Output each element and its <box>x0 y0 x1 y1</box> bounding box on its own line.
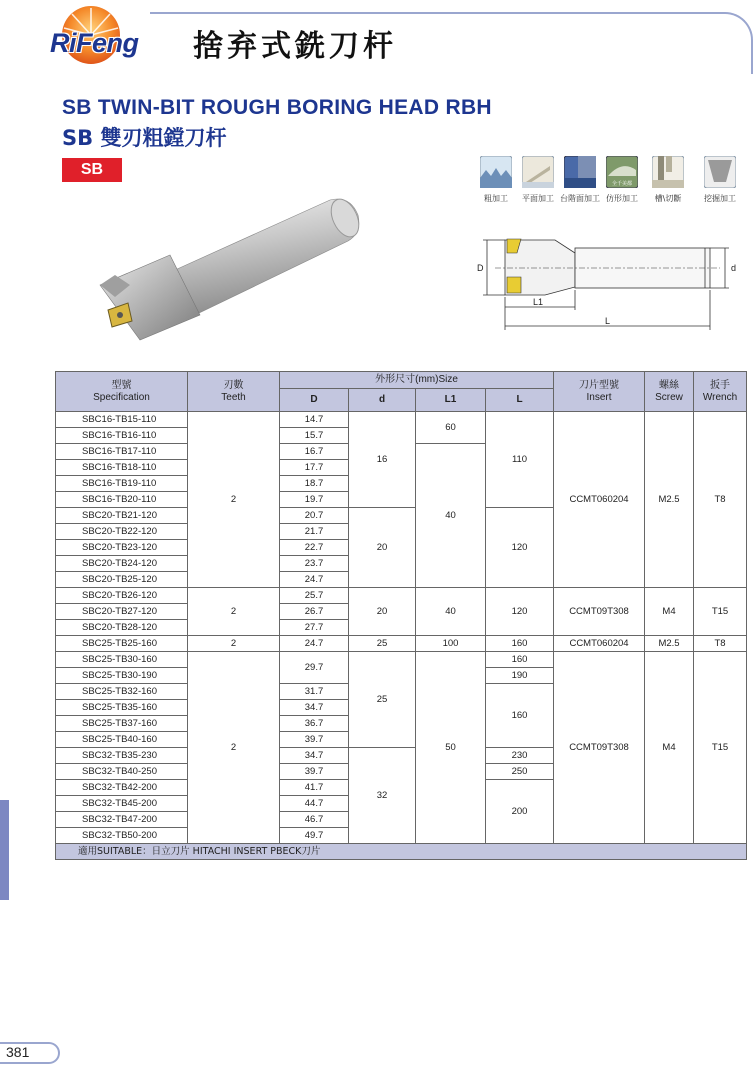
D-cell: 39.7 <box>280 764 349 780</box>
header-spec-en: Specification <box>93 391 150 403</box>
L-cell: 120 <box>486 508 554 588</box>
op-label-profiling: 仿形加工 <box>606 194 638 203</box>
D-cell: 18.7 <box>280 476 349 492</box>
wrench-cell: T8 <box>694 636 747 652</box>
D-cell: 21.7 <box>280 524 349 540</box>
spec-cell: SBC32-TB45-200 <box>56 796 188 812</box>
header-screw-cn: 螺絲 <box>659 379 680 391</box>
spec-cell: SBC25-TB25-160 <box>56 636 188 652</box>
D-cell: 20.7 <box>280 508 349 524</box>
L1-cell: 60 <box>416 412 486 444</box>
L1-cell: 40 <box>416 588 486 636</box>
D-cell: 36.7 <box>280 716 349 732</box>
D-cell: 44.7 <box>280 796 349 812</box>
table-header-row <box>56 372 747 389</box>
spec-cell: SBC32-TB47-200 <box>56 812 188 828</box>
d-cell: 20 <box>349 508 416 588</box>
spec-cell: SBC20-TB28-120 <box>56 620 188 636</box>
L1-cell: 100 <box>416 636 486 652</box>
spec-cell: SBC20-TB25-120 <box>56 572 188 588</box>
header-wrench-cn: 扳手 <box>710 379 731 391</box>
drawing-label-d: d <box>731 263 737 273</box>
insert-cell: CCMT09T308 <box>554 588 645 636</box>
header-screw-en: Screw <box>655 391 683 403</box>
spec-cell: SBC32-TB40-250 <box>56 764 188 780</box>
header-L1: L1 <box>416 389 486 412</box>
header-L: L <box>486 389 554 412</box>
table-row <box>56 588 747 604</box>
header-screw <box>645 372 694 412</box>
product-title-en: SB TWIN-BIT ROUGH BORING HEAD RBH <box>62 96 492 119</box>
spec-cell: SBC25-TB32-160 <box>56 684 188 700</box>
L-cell: 160 <box>486 684 554 748</box>
table-row <box>56 652 747 668</box>
page-header-title: 捨弃式銑刀杆 <box>193 29 397 64</box>
spec-cell: SBC25-TB30-160 <box>56 652 188 668</box>
header-D: D <box>280 389 349 412</box>
L-cell: 230 <box>486 748 554 764</box>
spec-cell: SBC20-TB26-120 <box>56 588 188 604</box>
header-spec <box>56 372 188 412</box>
spec-cell: SBC16-TB16-110 <box>56 428 188 444</box>
drawing-label-L1: L1 <box>533 297 544 307</box>
series-badge: SB <box>62 158 122 182</box>
teeth-cell: 2 <box>188 636 280 652</box>
drawing-label-D: D <box>477 263 484 273</box>
D-cell: 27.7 <box>280 620 349 636</box>
D-cell: 46.7 <box>280 812 349 828</box>
D-cell: 34.7 <box>280 748 349 764</box>
profiling-icon <box>606 156 638 188</box>
L-cell: 200 <box>486 780 554 844</box>
drawing-label-L: L <box>605 316 611 326</box>
D-cell: 15.7 <box>280 428 349 444</box>
header-teeth-en: Teeth <box>221 391 246 403</box>
header-spec-cn: 型號 <box>111 379 132 391</box>
header-d: d <box>349 389 416 412</box>
spec-cell: SBC16-TB15-110 <box>56 412 188 428</box>
d-cell: 20 <box>349 588 416 636</box>
spec-cell: SBC20-TB21-120 <box>56 508 188 524</box>
D-cell: 16.7 <box>280 444 349 460</box>
spec-cell: SBC16-TB18-110 <box>56 460 188 476</box>
D-cell: 23.7 <box>280 556 349 572</box>
header-insert <box>554 372 645 412</box>
L-cell: 110 <box>486 412 554 508</box>
L1-cell: 40 <box>416 444 486 588</box>
spec-cell: SBC32-TB35-230 <box>56 748 188 764</box>
L-cell: 160 <box>486 652 554 668</box>
L-cell: 120 <box>486 588 554 636</box>
header-teeth-cn: 刃數 <box>223 379 244 391</box>
D-cell: 41.7 <box>280 780 349 796</box>
profiling-icon-caption: 全千美都 <box>611 181 633 187</box>
header-wrench <box>694 372 747 412</box>
header-insert-cn: 刀片型號 <box>579 379 620 391</box>
insert-cell: CCMT09T308 <box>554 652 645 844</box>
D-cell: 22.7 <box>280 540 349 556</box>
header-wrench-en: Wrench <box>702 391 738 403</box>
dimension-drawing <box>465 215 745 335</box>
D-cell: 49.7 <box>280 828 349 844</box>
spec-cell: SBC20-TB24-120 <box>56 556 188 572</box>
L-cell: 250 <box>486 764 554 780</box>
D-cell: 25.7 <box>280 588 349 604</box>
suitable-footnote: 適用SUITABLE：日立刀片 HITACHI INSERT PBECK刀片 <box>56 844 747 860</box>
side-section-tab <box>0 800 9 900</box>
insert-cell: CCMT060204 <box>554 412 645 588</box>
L1-cell: 50 <box>416 652 486 844</box>
D-cell: 29.7 <box>280 652 349 684</box>
d-cell: 32 <box>349 748 416 844</box>
D-cell: 14.7 <box>280 412 349 428</box>
table-row <box>56 412 747 428</box>
spec-cell: SBC16-TB20-110 <box>56 492 188 508</box>
pocketing-icon <box>704 156 736 188</box>
rough-machining-icon <box>480 156 512 188</box>
spec-cell: SBC20-TB22-120 <box>56 524 188 540</box>
spec-table <box>55 371 747 860</box>
tool-photo <box>80 175 370 350</box>
teeth-cell: 2 <box>188 588 280 636</box>
shoulder-machining-icon <box>564 156 596 188</box>
teeth-cell: 2 <box>188 412 280 588</box>
d-cell: 16 <box>349 412 416 508</box>
screw-cell: M4 <box>645 652 694 844</box>
brand-logo-text: RiFeng <box>50 28 139 58</box>
D-cell: 34.7 <box>280 700 349 716</box>
D-cell: 17.7 <box>280 460 349 476</box>
op-label-face: 平面加工 <box>522 194 554 203</box>
D-cell: 31.7 <box>280 684 349 700</box>
grooving-cutoff-icon <box>652 156 684 188</box>
table-row <box>56 636 747 652</box>
insert-cell: CCMT060204 <box>554 636 645 652</box>
teeth-cell: 2 <box>188 652 280 844</box>
D-cell: 39.7 <box>280 732 349 748</box>
screw-cell: M4 <box>645 588 694 636</box>
page-number: 381 <box>6 1044 30 1060</box>
spec-cell: SBC25-TB37-160 <box>56 716 188 732</box>
spec-cell: SBC20-TB27-120 <box>56 604 188 620</box>
L-cell: 160 <box>486 636 554 652</box>
spec-cell: SBC25-TB40-160 <box>56 732 188 748</box>
d-cell: 25 <box>349 636 416 652</box>
op-label-grooving: 槽\切斷 <box>654 194 682 203</box>
spec-cell: SBC16-TB17-110 <box>56 444 188 460</box>
spec-cell: SBC32-TB50-200 <box>56 828 188 844</box>
D-cell: 24.7 <box>280 572 349 588</box>
d-cell: 25 <box>349 652 416 748</box>
spec-cell: SBC32-TB42-200 <box>56 780 188 796</box>
op-label-pocketing: 挖掘加工 <box>704 194 736 203</box>
face-machining-icon <box>522 156 554 188</box>
header-size: 外形尺寸(mm)Size <box>280 372 554 389</box>
D-cell: 26.7 <box>280 604 349 620</box>
spec-cell: SBC16-TB19-110 <box>56 476 188 492</box>
D-cell: 19.7 <box>280 492 349 508</box>
header-insert-en: Insert <box>586 391 612 403</box>
product-title-cn: SB 雙刃粗鏜刀杆 <box>62 126 227 150</box>
wrench-cell: T8 <box>694 412 747 588</box>
wrench-cell: T15 <box>694 652 747 844</box>
op-label-rough: 粗加工 <box>484 194 508 203</box>
wrench-cell: T15 <box>694 588 747 636</box>
footnote-row <box>56 844 747 860</box>
spec-cell: SBC25-TB30-190 <box>56 668 188 684</box>
L-cell: 190 <box>486 668 554 684</box>
D-cell: 24.7 <box>280 636 349 652</box>
spec-cell: SBC20-TB23-120 <box>56 540 188 556</box>
op-label-shoulder: 台階面加工 <box>560 194 600 203</box>
spec-cell: SBC25-TB35-160 <box>56 700 188 716</box>
screw-cell: M2.5 <box>645 636 694 652</box>
header-teeth <box>188 372 280 412</box>
screw-cell: M2.5 <box>645 412 694 588</box>
